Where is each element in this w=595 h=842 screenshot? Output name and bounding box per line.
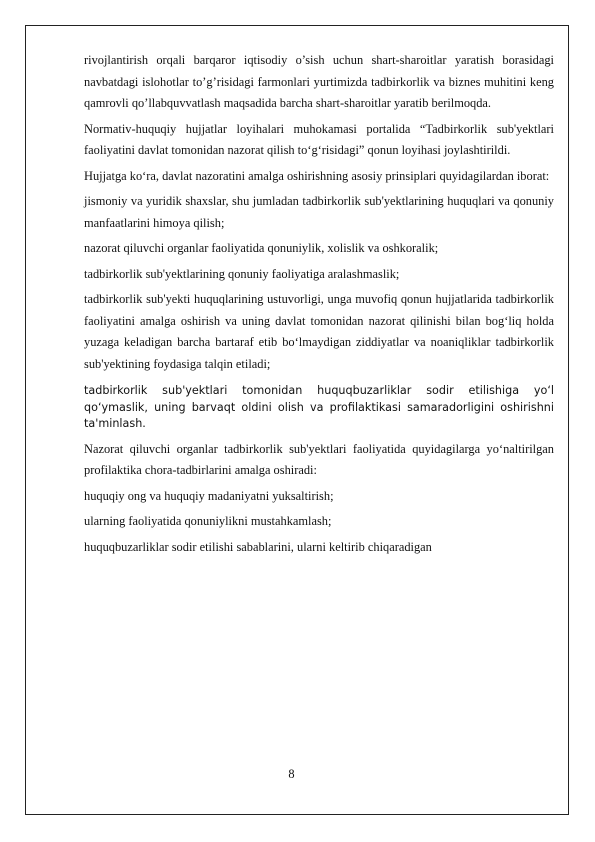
paragraph: Hujjatga ko‘ra, davlat nazoratini amalga oshirishning asosiy prinsiplari quyidagilardan iborat: (84, 168, 550, 183)
paragraph: Normativ-huquqiy hujjatlar loyihalari muhokamasi portalida “Tadbirkorlik sub'yektlari faoliyatini davlat tomonidan nazorat qilish to‘g‘risidagi” qonun loyihasi joylashtirildi. (84, 121, 554, 157)
paragraph: Nazorat qiluvchi organlar tadbirkorlik sub'yektlari faoliyatida quyidagilarga yo‘naltirilgan profilaktika chora-tadbirlarini amalga oshiradi: (84, 441, 554, 477)
list-item: tadbirkorlik sub'yekti huquqlarining ustuvorligi, unga muvofiq qonun hujjatlarida tadbirkorlik faoliyatini amalga oshirish va uning davlat tomonidan nazorat qilinishi bilan bog‘liq holda yuzaga keladigan barcha bartaraf etib bo‘lmaydigan ziddiyatlar va noaniqliklar tadbirkorlik sub'yektining foydasiga talqin etiladi; (84, 292, 554, 371)
list-item: tadbirkorlik sub'yektlari tomonidan huquqbuzarliklar sodir etilishiga yo‘l qo‘ymaslik, uning barvaqt oldini olish va profilaktikasi samaradorligini oshirishni ta'minlash. (84, 384, 554, 430)
list-item: jismoniy va yuridik shaxslar, shu jumladan tadbirkorlik sub'yektlarining huquqlari va qonuniy manfaatlarini himoya qilish; (84, 194, 554, 230)
document-body (84, 50, 554, 558)
page-number (0, 767, 595, 782)
page-number-text: 8 (288, 767, 295, 781)
paragraph: rivojlantirish orqali barqaror iqtisodiy o’sish uchun shart-sharoitlar yaratish borasidagi navbatdagi islohotlar to’g’risidagi farmonlari yurtimizda tadbirkorlik va biznes muhitini keng qamrovli qo’llabquvvatlash maqsadida barcha shart-sharoitlar yaratib berilmoqda. (84, 53, 554, 110)
list-item: nazorat qiluvchi organlar faoliyatida qonuniylik, xolislik va oshkoralik; (84, 241, 439, 255)
list-item: huquqiy ong va huquqiy madaniyatni yuksaltirish; (84, 488, 334, 503)
list-item: huquqbuzarliklar sodir etilishi sabablarini, ularni keltirib chiqaradigan (84, 539, 432, 554)
list-item: tadbirkorlik sub'yektlarining qonuniy faoliyatiga aralashmaslik; (84, 266, 400, 281)
list-item: ularning faoliyatida qonuniylikni mustahkamlash; (84, 514, 332, 528)
